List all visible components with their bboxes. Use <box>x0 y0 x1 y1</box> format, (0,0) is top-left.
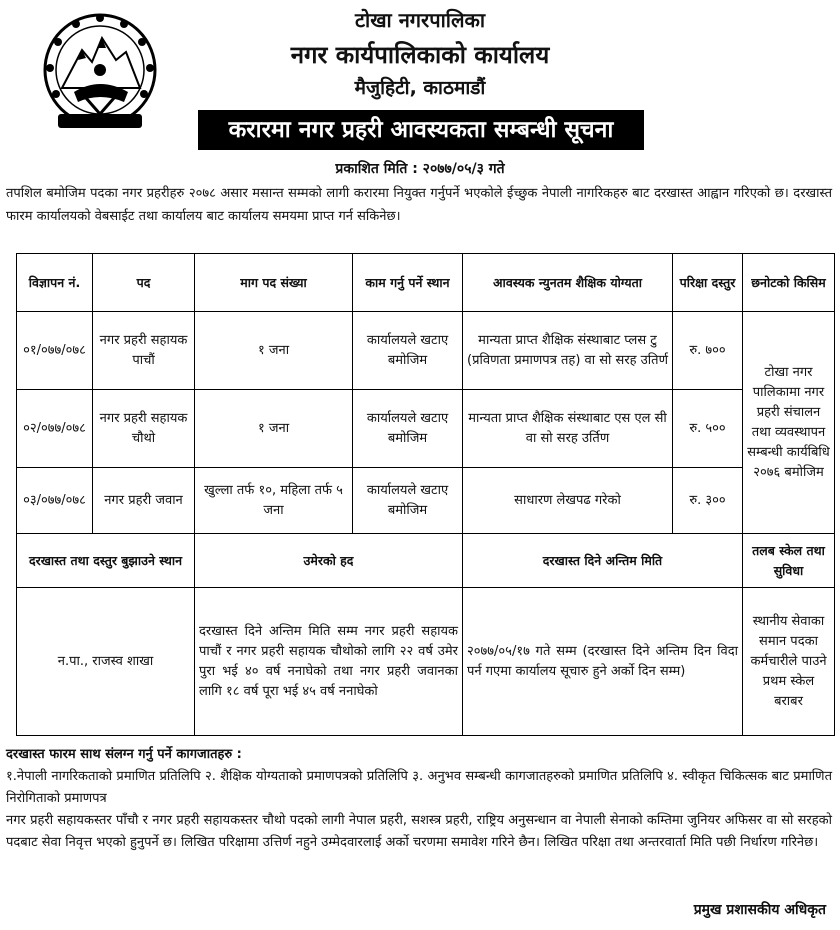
intro-paragraph: तपशिल बमोजिम पदका नगर प्रहरीहरु २०७८ असार मसान्त सम्मको लागी करारमा नियुक्त गर्नुपर्ने भएकोले ईच्छुक नेपाली नागरिकहरु बाट दरखास्त आह्वान गरिएको छ। दरखास्त फारम कार्यालयको वेबसाईट तथा कार्यालय बाट कार्यालय समयमा प्राप्त गर्न सकिनेछ। <box>6 186 832 224</box>
table-row <box>17 312 835 390</box>
col-post: पद <box>93 254 195 312</box>
col-location: दरखास्त तथा दस्तुर बुझाउने स्थान <box>17 534 195 588</box>
qualification: मान्यता प्राप्त शैक्षिक संस्थाबाट प्लस टु (प्रविणता प्रमाणपत्र तह) वा सो सरह उतिर्ण <box>463 312 673 390</box>
qualification: मान्यता प्राप्त शैक्षिक संस्थाबाट एस एल सी वा सो सरह उर्तिण <box>463 390 673 468</box>
count: १ जना <box>195 312 353 390</box>
fee: रु. ७०० <box>673 312 743 390</box>
qualification: साधारण लेखपढ गरेको <box>463 468 673 534</box>
notice-title: करारमा नगर प्रहरी आवस्यकता सम्बन्धी सूचना <box>198 110 644 150</box>
col-qualification: आवस्यक न्युनतम शैक्षिक योग्यता <box>463 254 673 312</box>
required-documents-section <box>6 744 832 854</box>
place: कार्यालयले खटाए बमोजिम <box>353 468 463 534</box>
col-fee: परिक्षा दस्तुर <box>673 254 743 312</box>
office-address: मैजुहिटी, काठमाडौं <box>354 77 486 99</box>
submission-location: न.पा., राजस्व शाखा <box>17 588 195 736</box>
col-count: माग पद संख्या <box>195 254 353 312</box>
adv-no: ०२/०७७/०७८ <box>17 390 93 468</box>
adv-no: ०३/०७७/०७८ <box>17 468 93 534</box>
post: नगर प्रहरी जवान <box>93 468 195 534</box>
signatory: प्रमुख प्रशासकीय अधिकृत <box>693 902 826 918</box>
post: नगर प्रहरी सहायक पाचौं <box>93 312 195 390</box>
place: कार्यालयले खटाए बमोजिम <box>353 390 463 468</box>
col-salary: तलब स्केल तथा सुविधा <box>743 534 835 588</box>
fee: रु. ५०० <box>673 390 743 468</box>
adv-no: ०१/०७७/०७८ <box>17 312 93 390</box>
salary-scale: स्थानीय सेवाका समान पदका कर्मचारीले पाउने प्रथम स्केल बराबर <box>743 588 835 736</box>
fee: रु. ३०० <box>673 468 743 534</box>
col-age-limit: उमेरको हद <box>195 534 463 588</box>
letterhead <box>0 0 840 160</box>
documents-list: १.नेपाली नागरिकताको प्रमाणित प्रतिलिपि २. शैक्षिक योग्यताको प्रमाणपत्रको प्रतिलिपि ३. अनुभव सम्बन्धी कागजातहरुको प्रमाणित प्रतिलिपि ४. स्वीकृत चिकित्सक बाट प्रमाणित निरोगिताको प्रमाणपत्र <box>6 769 832 806</box>
count: १ जना <box>195 390 353 468</box>
eligibility-note: नगर प्रहरी सहायकस्तर पाँचौ र नगर प्रहरी सहायकस्तर चौथो पदको लागी नेपाल प्रहरी, सशस्त्र प्रहरी, राष्ट्रिय अनुसन्धान वा नेपाली सेनाको कम्तिमा जुनियर अफिसर वा सो सरहको पदबाट सेवा निवृत्त भएको हुनुपर्ने छ। लिखित परिक्षामा उत्तिर्ण नहुने उम्मेदवारलाई अर्को चरणमा समावेश गरिने छैन। लिखित परिक्षा तथा अन्तरवार्ता मिति पछी निर्धारण गरिनेछ। <box>6 813 832 850</box>
col-place: काम गर्नु पर्ने स्थान <box>353 254 463 312</box>
place: कार्यालयले खटाए बमोजिम <box>353 312 463 390</box>
count: खुल्ला तर्फ १०, महिला तर्फ ५ जना <box>195 468 353 534</box>
post: नगर प्रहरी सहायक चौथो <box>93 390 195 468</box>
col-adv-no: विज्ञापन नं. <box>17 254 93 312</box>
table-row <box>17 468 835 534</box>
col-selection: छनोटको किसिम <box>743 254 835 312</box>
table-row <box>17 390 835 468</box>
deadline: २०७७/०५/१७ गते सम्म (दरखास्त दिने अन्तिम दिन विदा पर्न गएमा कार्यालय सूचारु हुने अर्को दिन सम्म) <box>463 588 743 736</box>
age-limit: दरखास्त दिने अन्तिम मिति सम्म नगर प्रहरी सहायक पाचौं र नगर प्रहरी सहायक चौथोको लागि २२ वर्ष उमेर पुरा भई ४० वर्ष ननाघेको तथा नगर प्रहरी जवानका लागि १८ वर्ष पूरा भई ४५ वर्ष ननाघेको <box>195 588 463 736</box>
table-header-row-2 <box>17 534 835 588</box>
col-deadline: दरखास्त दिने अन्तिम मिति <box>463 534 743 588</box>
selection-method: टोखा नगर पालिकामा नगर प्रहरी संचालन तथा व्यवस्थापन सम्बन्धी कार्यबिधि २०७६ बमोजिम <box>743 312 835 534</box>
office-name: नगर कार्यपालिकाको कार्यालय <box>290 41 550 69</box>
table-header-row <box>17 254 835 312</box>
documents-title: दरखास्त फारम साथ संलग्न गर्नु पर्ने कागजातहरु : <box>6 747 242 762</box>
published-date: प्रकाशित मिति : २०७७/०५/३ गते <box>335 161 505 177</box>
vacancy-table <box>16 253 835 736</box>
municipality-name: टोखा नगरपालिका <box>354 8 486 32</box>
table-row <box>17 588 835 736</box>
